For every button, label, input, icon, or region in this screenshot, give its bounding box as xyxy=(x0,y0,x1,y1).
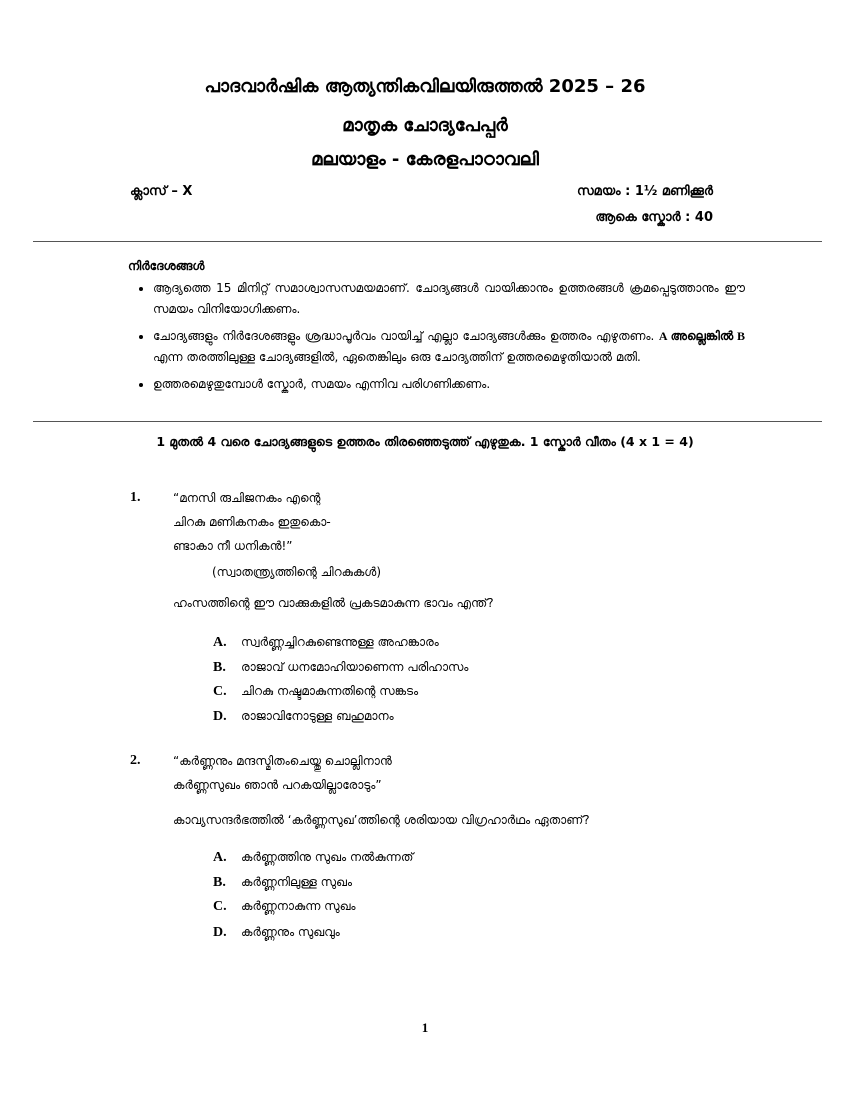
option-text: രാജാവിനോടുള്ള ബഹുമാനം xyxy=(241,709,394,723)
question-number: 2. xyxy=(130,753,141,768)
option-letter: D. xyxy=(213,925,227,940)
option-letter: B. xyxy=(213,875,226,890)
option-item[interactable] xyxy=(213,631,439,651)
option-letter: A. xyxy=(213,635,227,650)
score-label: ആകെ സ്കോർ : 40 xyxy=(595,210,713,225)
option-item[interactable] xyxy=(213,680,418,700)
option-item[interactable] xyxy=(213,656,468,676)
instruction-item xyxy=(153,326,745,367)
page-number: 1 xyxy=(421,1020,429,1035)
poem-line: ണ്ടാകാ നീ ധനികൻ!” xyxy=(173,539,293,553)
option-text: രാജാവ് ധനമോഹിയാണെന്ന പരിഹാസം xyxy=(241,660,469,674)
option-letter: B. xyxy=(213,660,226,675)
instruction-emphasis: A അല്ലെങ്കിൽ B xyxy=(658,329,745,343)
instruction-item xyxy=(153,374,745,395)
option-item[interactable] xyxy=(213,705,394,725)
option-letter: C. xyxy=(213,899,227,914)
option-text: കർണ്ണനും സുഖവും xyxy=(241,925,340,939)
option-letter: D. xyxy=(213,709,227,724)
instructions-list xyxy=(128,276,745,402)
option-text: കർണ്ണത്തിനു സുഖം നൽകുന്നത് xyxy=(241,850,414,864)
poem-line: “കർണ്ണനും മന്ദസ്മിതംചെയ്തു ചൊല്ലിനാൻ xyxy=(173,754,392,768)
option-letter: A. xyxy=(213,850,227,865)
divider-middle xyxy=(33,421,822,422)
poem-line: ചിറകു മണികനകം ഇതുകൊ- xyxy=(173,515,331,529)
option-text: ചിറകു നഷ്ടമാകുന്നതിന്റെ സങ്കടം xyxy=(241,684,419,698)
option-item[interactable] xyxy=(213,871,352,891)
option-item[interactable] xyxy=(213,895,356,915)
instruction-text: എന്ന തരത്തിലുള്ള ചോദ്യങ്ങളിൽ, ഏതെങ്കിലും ഒരു ചോദ്യത്തിന് ഉത്തരമെഴുതിയാൽ മതി. xyxy=(153,349,641,364)
option-text: സ്വർണ്ണച്ചിറകുണ്ടെന്നുള്ള അഹങ്കാരം xyxy=(241,635,439,649)
option-text: കർണ്ണനിലുള്ള സുഖം xyxy=(241,875,352,889)
poem-source: (സ്വാതന്ത്ര്യത്തിന്റെ ചിറകുകൾ) xyxy=(212,565,382,579)
option-item[interactable] xyxy=(213,846,413,866)
subject-title: മലയാളം - കേരളപാഠാവലി xyxy=(311,149,539,170)
option-text: കർണ്ണനാകുന്ന സുഖം xyxy=(241,899,356,913)
instruction-text: ചോദ്യങ്ങളും നിർദേശങ്ങളും ശ്രദ്ധാപൂർവം വായിച്ച് എല്ലാ ചോദ്യങ്ങൾക്കും ഉത്തരം എഴുതണം. xyxy=(153,329,659,343)
instructions-heading: നിർദേശങ്ങൾ xyxy=(128,259,205,273)
option-item[interactable] xyxy=(213,921,340,941)
poem-line: “മനസി രുചിജനകം എന്റെ xyxy=(173,491,321,505)
instruction-text: ആദ്യത്തെ 15 മിനിറ്റ് സമാശ്വാസസമയമാണ്. ചോദ്യങ്ങൾ വായിക്കാനും ഉത്തരങ്ങൾ ക്രമപ്പെടുത്താനും ഈ സമയം വിനിയോഗിക്കണം. xyxy=(153,281,745,316)
poem-line: കർണ്ണസുഖം ഞാൻ പറകയില്ലാരോടും” xyxy=(173,778,382,792)
instruction-item xyxy=(153,278,745,319)
question-text: ഹംസത്തിന്റെ ഈ വാക്കുകളിൽ പ്രകടമാകുന്ന ഭാവം എന്ത്? xyxy=(173,596,494,610)
exam-title: പാദവാർഷിക ആത്യന്തികവിലയിരുത്തൽ 2025 – 26 xyxy=(204,76,646,97)
time-label: സമയം : 1½ മണിക്കൂർ xyxy=(577,184,713,199)
section-instruction: 1 മുതൽ 4 വരെ ചോദ്യങ്ങളുടെ ഉത്തരം തിരഞ്ഞെടുത്ത് എഴുതുക. 1 സ്കോർ വീതം (4 x 1 = 4) xyxy=(156,434,694,449)
question-number: 1. xyxy=(130,490,141,505)
class-label: ക്ലാസ് – X xyxy=(130,184,193,199)
option-letter: C. xyxy=(213,684,227,699)
question-text: കാവ്യസന്ദർഭത്തിൽ ‘കർണ്ണസുഖ’ത്തിന്റെ ശരിയായ വിഗ്രഹാർഥം ഏതാണ്? xyxy=(173,813,590,827)
instruction-text: ഉത്തരമെഴുതുമ്പോൾ സ്കോർ, സമയം എന്നിവ പരിഗണിക്കണം. xyxy=(153,377,491,391)
paper-subtitle: മാതൃക ചോദ്യപേപ്പർ xyxy=(342,115,508,136)
divider-top xyxy=(33,241,822,242)
